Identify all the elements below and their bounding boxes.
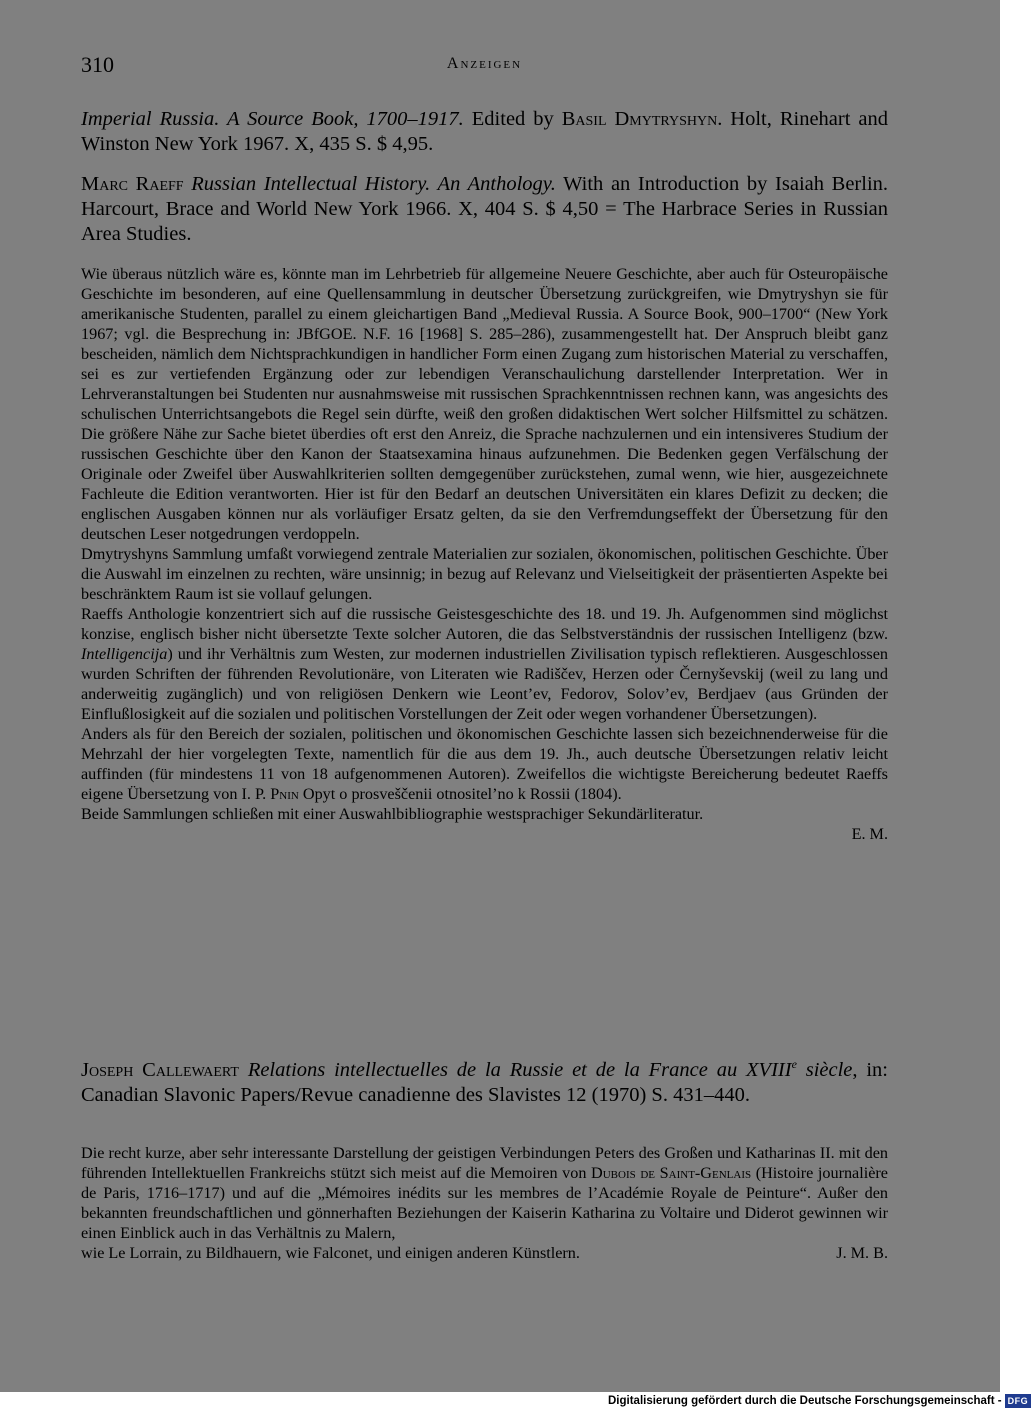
entry-1-edited-by: Edited by (463, 108, 562, 130)
entry-3-title-superscript: e (791, 1057, 797, 1071)
review-1 (81, 264, 888, 844)
entry-1-publication: . Holt, Rinehart and Winston New York 1967. X, 435 S. $ 4,95. (81, 108, 888, 155)
review-1-paragraph-2: Dmytryshyns Sammlung umfaßt vorwiegend zentrale Materialien zur sozialen, ökonomischen, politischen Geschichte. Über die Auswahl im einzelnen zu rechten, wäre unsinnig; in bezug auf Relevanz und Vielseitigkeit der präsentierten Aspekte bei beschränktem Raum ist sie vollauf gelungen. (81, 545, 888, 603)
review-1-paragraph-3: Raeffs Anthologie konzentriert sich auf die russische Geistesgeschichte des 18. und 19. Jh. Aufgenommen sind möglichst konzise, englisch bisher nicht übersetzte Texte solcher Autoren, die das Selbstverständnis der russischen Intelligenz (bzw. Intelligencija) und ihr Verhältnis zum Westen, zur modernen industriellen Zivilisation typisch reflektieren. Ausgeschlossen wurden Schriften der führenden Revolutionäre, von Literaten wie Radiščev, Herzen oder Černyševskij (weil zu lang und anderweitig zugänglich) und von religiösen Denkern wie Leont’ev, Fedorov, Solov’ev, Berdjaev (aus Gründen der Einflußlosigkeit auf die sozialen und politischen Vorstellungen der Zeit oder wegen vorhandener Übersetzungen). (81, 605, 888, 723)
entry-3-title-a: Relations intellectuelles de la Russie et de la France au XVIII (247, 1058, 792, 1081)
entry-2-title: Russian Intellectual History. An Anthology. (191, 173, 556, 195)
review-2-initials: J. M. B. (836, 1244, 888, 1262)
dubois-name: Dubois de Saint-Genlais (591, 1164, 752, 1182)
digitization-footer (608, 1393, 1031, 1409)
entry-3-title-b: siècle (805, 1058, 853, 1081)
page-number: 310 (81, 52, 114, 77)
intelligencija-term: Intelligencija (81, 645, 168, 663)
review-1-paragraph-5: Beide Sammlungen schließen mit einer Auswahlbibliographie westsprachiger Sekundärliteratur. (81, 805, 704, 823)
review-1-initials: E. M. (851, 825, 888, 843)
running-header (81, 52, 888, 82)
bibliographic-entry-1 (81, 107, 888, 157)
entry-1-editor: Basil Dmytryshyn (561, 108, 718, 130)
review-2-last-line: wie Le Lorrain, zu Bildhauern, wie Falconet, und einigen anderen Künstlern. J. M. B. (81, 1244, 888, 1262)
entry-2-publication: With an Introduction by Isaiah Berlin. Harcourt, Brace and World New York 1966. X, 404 S. $ 4,50 = The Harbrace Series in Russian Area Studies. (81, 173, 889, 245)
bibliographic-entry-2 (81, 172, 888, 247)
entry-3-author: Joseph Callewaert (81, 1058, 239, 1081)
dfg-logo: DFG (1005, 1394, 1031, 1408)
bibliographic-entry-3 (81, 1052, 888, 1108)
running-title: Anzeigen (446, 55, 523, 72)
review-1-paragraph-1: Wie überaus nützlich wäre es, könnte man im Lehrbetrieb für allgemeine Neuere Geschichte, aber auch für Osteuropäische Geschichte im besonderen, auf eine Quellensammlung in deutscher Übersetzung zurückgreifen, wie Dmytryshyn sie für amerikanische Studenten, parallel zu einem gleichartigen Band „Medieval Russia. A Source Book, 900–1700“ (New York 1967; vgl. die Besprechung in: JBfGOE. N.F. 16 [1968] S. 285–286), zusammengestellt hat. Der Anspruch bleibt ganz bescheiden, nämlich dem Nichtsprachkundigen in handlicher Form einen Zugang zum historischen Material zu verschaffen, sei es zur vertiefenden Ergänzung oder zur lebendigen Veranschaulichung darstellender Interpretation. Wer in Lehrveranstaltungen bei Studenten nur ausnahmsweise mit russischen Sprachkenntnissen rechnen kann, was angesichts des schulischen Unterrichtsangebots die Regel sein dürfte, weiß den großen didaktischen Wert solcher Hilfsmittel zu schätzen. Die größere Nähe zur Sache bietet überdies oft erst den Anreiz, die Sprache nachzulernen und ein intensiveres Studium der russischen Geschichte über den Kanon der Staatsexamina hinaus aufzunehmen. Die Bedenken gegen Verfälschung der Originale oder Zweifel über Auswahlkriterien sollten demgegenüber zurückstehen, zumal wenn, wie hier, ausgezeichnete Fachleute die Edition verantworten. Hier ist für den Bedarf an deutschen Universitäten ein klares Defizit zu decken; die englischen Ausgaben können nur als vorläufiger Ersatz gelten, da sie den Verfremdungseffekt der Übersetzung für den deutschen Leser notgedrungen verdoppeln. (81, 265, 888, 543)
review-1-paragraph-4: Anders als für den Bereich der sozialen, politischen und ökonomischen Geschichte lassen sich bezeichnenderweise für die Mehrzahl der hier vorgelegten Texte, namentlich für die aus dem 19. Jh., auch deutsche Übersetzungen relativ leicht auffinden (für mindestens 11 von 18 aufgenommenen Autoren). Zweifellos die wichtigste Bereicherung bedeutet Raeffs eigene Übersetzung von I. P. Pnin Opyt o prosveščenii otnositel’no k Rossii (1804). (81, 725, 888, 803)
footer-text: Digitalisierung gefördert durch die Deutsche Forschungsgemeinschaft - (608, 1395, 1002, 1407)
pnin-name: Pnin (270, 785, 299, 803)
entry-2-author: Marc Raeff (81, 173, 184, 195)
entry-1-title: Imperial Russia. A Source Book, 1700–1917. (81, 108, 464, 130)
entry-3-publication: , in: Canadian Slavonic Papers/Revue canadienne des Slavistes 12 (1970) S. 431–440. (81, 1058, 889, 1106)
review-2: Die recht kurze, aber sehr interessante Darstellung der geistigen Verbindungen Peters des Großen und Katharinas II. mit den führenden Intellektuellen Frankreichs stützt sich meist auf die Memoiren von Dubois de Saint-Genlais (Histoire journalière de Paris, 1716–1717) und auf die „Mémoires inédits sur les membres de l’Académie Royale de Peinture“. Außer den bekannten freundschaftlichen und gönnerhaften Beziehungen der Kaiserin Katharina zu Voltaire und Diderot gewinnen wir einen Einblick auch in das Verhältnis zu Malern, wie Le Lorrain, zu Bildhauern, wie Falconet, und einigen anderen Künstlern. J. M. B. (81, 1144, 888, 1262)
